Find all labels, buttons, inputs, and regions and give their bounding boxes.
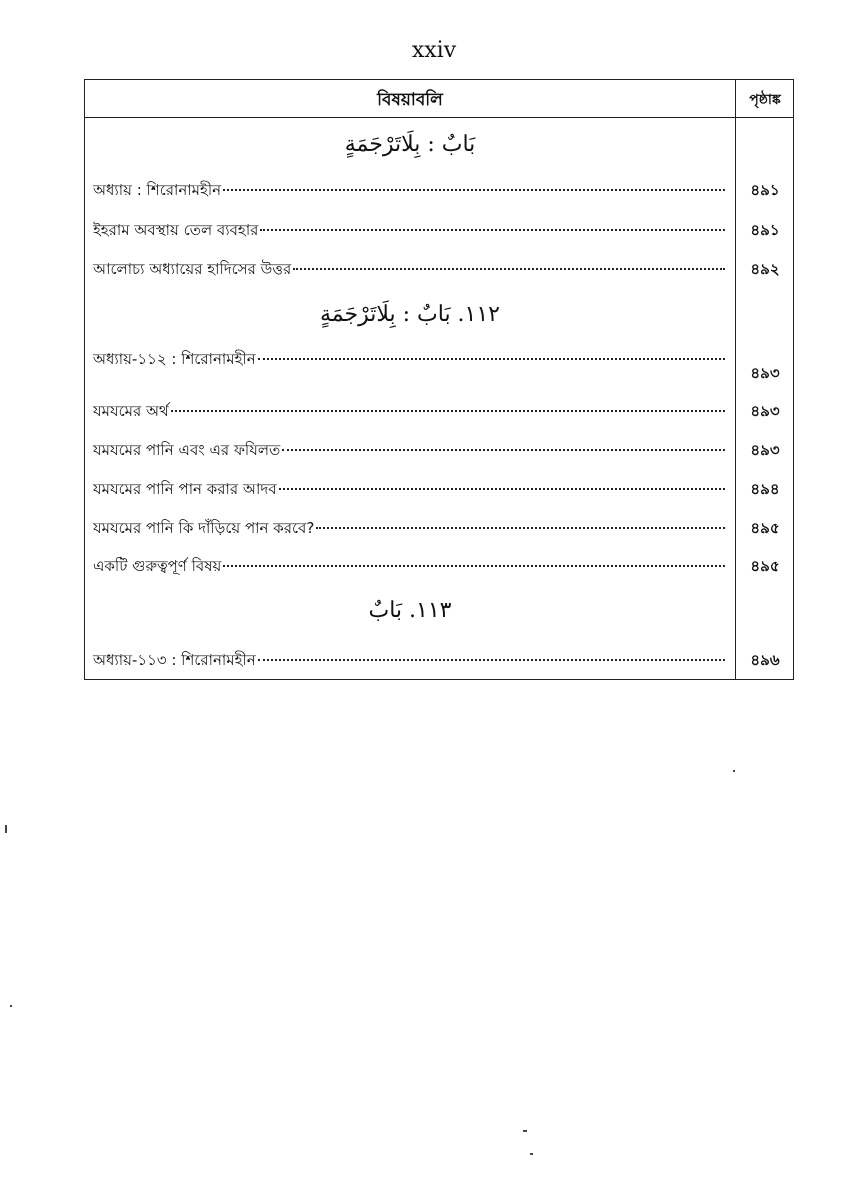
dot-leader <box>279 488 725 490</box>
section-heading <box>85 598 735 623</box>
header-page: পৃষ্ঠাঙ্ক <box>749 92 781 108</box>
toc-entry <box>93 348 725 373</box>
toc-entry <box>93 649 725 674</box>
entry-title: আলোচ্য অধ্যায়ের হাদিসের উত্তর <box>93 260 292 278</box>
toc-row <box>85 348 793 382</box>
section-heading-text: ١١٣. بَابٌ <box>368 598 452 623</box>
dot-leader <box>258 659 725 661</box>
toc-row <box>85 219 793 245</box>
scan-speck <box>530 1153 533 1155</box>
entry-page: ৪৯৬ <box>750 651 780 669</box>
section-heading <box>85 302 735 327</box>
dot-leader <box>293 268 725 270</box>
header-subject: বিষয়াবলি <box>377 90 443 110</box>
entry-page: ৪৯৫ <box>750 557 780 575</box>
entry-title: একটি গুরুত্বপূর্ণ বিষয় <box>93 557 222 575</box>
toc-row <box>85 555 793 581</box>
entry-page: ৪৯৪ <box>750 480 780 498</box>
toc-row <box>85 478 793 504</box>
toc-row <box>85 439 793 465</box>
dot-leader <box>316 527 725 529</box>
section-heading-text: ١١٢. بَابٌ : بِلَاتَرْجَمَةٍ <box>320 302 500 327</box>
toc-row <box>85 400 793 426</box>
dot-leader <box>171 410 725 412</box>
entry-page: ৪৯২ <box>750 260 780 278</box>
scan-speck <box>5 825 7 833</box>
entry-title: অধ্যায়-১১৩ : শিরোনামহীন <box>93 651 256 669</box>
toc-entry <box>93 179 725 204</box>
entry-title: যমযমের পানি পান করার আদব <box>93 480 277 498</box>
scan-speck <box>10 1005 12 1007</box>
entry-page: ৪৯১ <box>750 221 780 239</box>
page-number: xxiv <box>411 38 457 63</box>
toc-row <box>85 649 793 675</box>
entry-title: অধ্যায়-১১২ : শিরোনামহীন <box>93 350 256 368</box>
toc-row <box>85 258 793 284</box>
entry-page: ৪৯৩ <box>750 441 780 459</box>
entry-title: যমযমের পানি এবং এর ফযিলত <box>93 441 281 459</box>
toc-entry <box>93 258 725 283</box>
toc-entry <box>93 555 725 580</box>
table-of-contents <box>84 79 794 680</box>
dot-leader <box>282 449 725 451</box>
scan-speck <box>733 770 735 772</box>
entry-page: ৪৯৩ <box>750 402 780 420</box>
toc-row <box>85 517 793 543</box>
section-heading-text: بَابٌ : بِلَاتَرْجَمَةٍ <box>344 132 476 157</box>
toc-entry <box>93 478 725 503</box>
header-rule <box>85 117 793 118</box>
column-divider <box>735 80 736 679</box>
dot-leader <box>223 565 725 567</box>
toc-entry <box>93 517 725 542</box>
toc-entry <box>93 219 725 244</box>
entry-title: ইহরাম অবস্থায় তেল ব্যবহার <box>93 221 259 239</box>
section-heading <box>85 132 735 157</box>
entry-title: যমযমের পানি কি দাঁড়িয়ে পান করবে? <box>93 519 315 537</box>
dot-leader <box>260 229 725 231</box>
dot-leader <box>258 358 725 360</box>
entry-title: অধ্যায় : শিরোনামহীন <box>93 181 222 199</box>
toc-row <box>85 179 793 205</box>
toc-entry <box>93 439 725 464</box>
scan-speck <box>523 1130 527 1132</box>
entry-page: ৪৯৩ <box>750 364 780 382</box>
entry-page: ৪৯৫ <box>750 519 780 537</box>
dot-leader <box>223 189 725 191</box>
entry-page: ৪৯১ <box>750 181 780 199</box>
entry-title: যমযমের অর্থ <box>93 402 169 420</box>
toc-entry <box>93 400 725 425</box>
